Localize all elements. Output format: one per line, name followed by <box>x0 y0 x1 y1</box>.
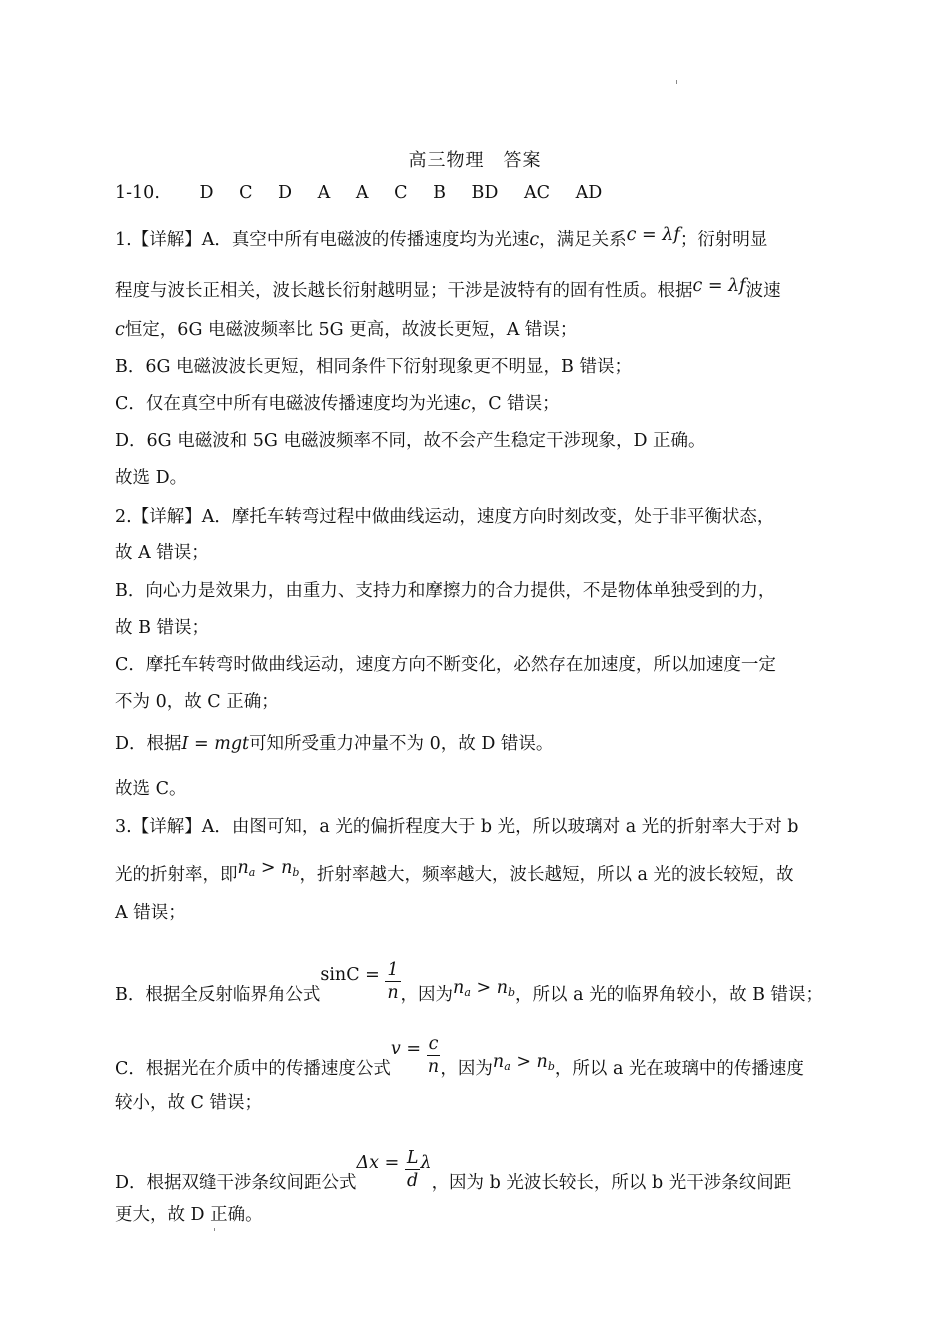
q1-option-c <box>115 392 835 416</box>
scan-mark <box>676 80 677 84</box>
q3-line-2 <box>115 858 835 892</box>
answer-key-row <box>115 181 835 205</box>
formula-c: c <box>529 230 540 250</box>
scan-mark <box>214 1228 215 1231</box>
q1-text: 恒定，6G 电磁波频率比 5G 更高，故波长更短，A 错误； <box>124 320 578 340</box>
q2-option-b-2: 故 B 错误； <box>115 618 209 638</box>
q3-option-d <box>115 1148 835 1206</box>
q3-text: D．根据双缝干涉条纹间距公式 <box>115 1173 357 1193</box>
q2-option-d <box>115 732 835 756</box>
q3-text: B．根据全反射临界角公式 <box>115 985 321 1005</box>
q3-option-c-2: 较小，故 C 错误； <box>115 1093 263 1113</box>
q1-text: ，满足关系 <box>539 230 627 250</box>
q3-text: ，折射率越大，频率越大，波长越短，所以 a 光的波长较短，故 <box>299 865 794 885</box>
q3-text: C．根据光在介质中的传播速度公式 <box>115 1059 391 1079</box>
q1-text: ，C 错误； <box>470 394 560 414</box>
formula-c-lambda-f: c = λf <box>692 276 746 296</box>
q3-option-d-2: 更大，故 D 正确。 <box>115 1205 263 1225</box>
q1-line-1 <box>115 225 835 252</box>
q2-line-1: 2.【详解】A．摩托车转弯过程中做曲线运动，速度方向时刻改变，处于非平衡状态， <box>115 507 775 527</box>
q1-text: C．仅在真空中所有电磁波传播速度均为光速 <box>115 394 461 414</box>
q2-option-c-1: C．摩托车转弯时做曲线运动，速度方向不断变化，必然存在加速度，所以加速度一定 <box>115 655 776 675</box>
q2-option-c-2: 不为 0，故 C 正确； <box>115 692 279 712</box>
q1-selection: 故选 D。 <box>115 468 188 488</box>
answer-9: AC <box>524 183 551 203</box>
formula-c: c <box>115 320 125 340</box>
answer-10: AD <box>575 183 603 203</box>
q2-text: 可知所受重力冲量不为 0，故 D 错误。 <box>249 734 554 754</box>
answer-4: A <box>317 183 331 203</box>
formula-na-gt-nb: $n_a > n_b$ <box>237 858 300 879</box>
q2-selection: 故选 C。 <box>115 779 187 799</box>
answer-1: D <box>199 183 214 203</box>
q3-text: ，所以 a 光的临界角较小，故 B 错误； <box>515 985 824 1005</box>
q1-text: 波速 <box>745 281 781 301</box>
q3-option-c <box>115 1034 835 1092</box>
q3-option-b <box>115 960 835 1018</box>
q2-option-b-1: B．向心力是效果力，由重力、支持力和摩擦力的合力提供，不是物体单独受到的力， <box>115 581 776 601</box>
q1-line-3 <box>115 318 835 342</box>
formula-c-lambda-f: c = λf <box>626 225 680 245</box>
answer-7: B <box>433 183 446 203</box>
q2-text: D．根据 <box>115 734 182 754</box>
answer-3: D <box>278 183 293 203</box>
answer-6: C <box>394 183 408 203</box>
q1-option-d: D．6G 电磁波和 5G 电磁波频率不同，故不会产生稳定干涉现象，D 正确。 <box>115 431 706 451</box>
answer-5: A <box>355 183 369 203</box>
q1-text: 1.【详解】A．真空中所有电磁波的传播速度均为光速 <box>115 230 530 250</box>
q3-text: ，因为 <box>440 1059 493 1079</box>
q3-text: 光的折射率，即 <box>115 865 238 885</box>
q3-text: ，因为 <box>400 985 454 1005</box>
answer-2: C <box>239 183 253 203</box>
answer-key-label: 1-10. <box>115 183 160 203</box>
page-title: 高三物理 答案 <box>408 150 542 171</box>
formula-velocity: v = $\frac{c}{n}$ <box>390 1034 440 1077</box>
q1-text: 程度与波长正相关，波长越长衍射越明显；干涉是波特有的固有性质。根据 <box>115 281 693 301</box>
formula-impulse: I = mgt <box>181 734 250 754</box>
q1-option-b: B．6G 电磁波波长更短，相同条件下衍射现象更不明显，B 错误； <box>115 357 632 377</box>
q2-line-2: 故 A 错误； <box>115 543 209 563</box>
formula-c: c <box>460 394 471 414</box>
q3-line-1: 3.【详解】A．由图可知，a 光的偏折程度大于 b 光，所以玻璃对 a 光的折射率大于对 b <box>115 817 799 837</box>
q3-text: ，因为 b 光波长较长，所以 b 光干涉条纹间距 <box>431 1173 792 1193</box>
formula-fringe-spacing: Δx = $\frac{L}{d}$ λ <box>356 1148 432 1191</box>
formula-na-gt-nb: $n_a > n_b$ <box>492 1052 555 1073</box>
formula-critical-angle: sinC = $\frac{1}{n}$ <box>320 960 399 1003</box>
q3-line-3: A 错误； <box>115 903 186 923</box>
formula-na-gt-nb: $n_a > n_b$ <box>453 978 516 999</box>
q1-text: ；衍射明显 <box>679 230 768 250</box>
q3-text: ，所以 a 光在玻璃中的传播速度 <box>554 1059 804 1079</box>
q1-line-2 <box>115 276 835 303</box>
answer-8: BD <box>471 183 499 203</box>
